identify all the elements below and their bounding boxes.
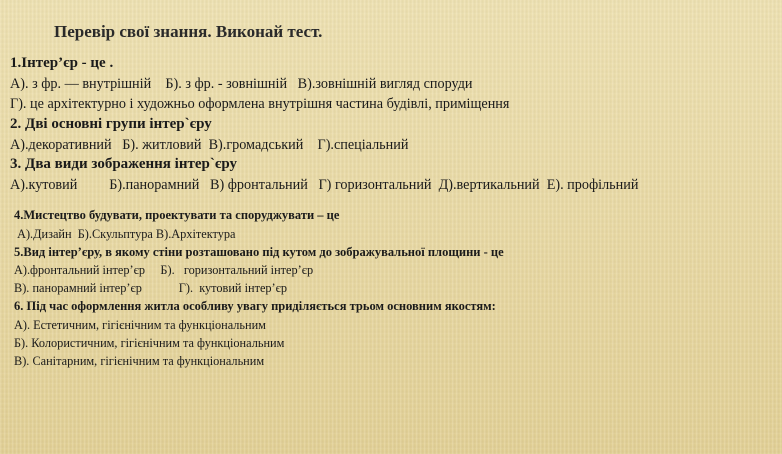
question-4-answers: А).Дизайн Б).Скульптура В).Архітектура bbox=[14, 227, 236, 241]
question-2: 2. Дві основні групи інтер`єру bbox=[10, 116, 212, 132]
question-6: 6. Під час оформлення житла особливу увагу приділяється трьом основним якостям: bbox=[14, 299, 496, 313]
question-6-answer-b: Б). Колористичним, гігієнічним та функціональним bbox=[14, 336, 285, 350]
question-3: 3. Два види зображення інтер`єру bbox=[10, 156, 237, 172]
question-5-answers-line-2: В). панорамний інтер’єр Г). кутовий інтер’єр bbox=[14, 281, 288, 295]
question-1-answers-line-1: А). з фр. — внутрішній Б). з фр. - зовнішній В).зовнішній вигляд споруди bbox=[10, 76, 473, 92]
question-4: 4.Мистецтво будувати, проектувати та споруджувати – це bbox=[14, 208, 340, 222]
question-2-answers: А).декоративний Б). житловий В).громадський Г).спеціальний bbox=[10, 137, 409, 153]
question-5-answers-line-1: А).фронтальний інтер’єр Б). горизонтальний інтер’єр bbox=[14, 263, 314, 277]
question-1-answers-line-2: Г). це архітектурно і художньо оформлена внутрішня частина будівлі, приміщення bbox=[10, 96, 510, 112]
question-5: 5.Вид інтер’єру, в якому стіни розташовано під кутом до зображувальної площини - це bbox=[14, 245, 504, 259]
question-3-answers: А).кутовий Б).панорамний В) фронтальний Г) горизонтальний Д).вертикальний Е). профільний bbox=[10, 177, 639, 193]
question-6-answer-a: А). Естетичним, гігієнічним та функціональним bbox=[14, 318, 266, 332]
question-6-answer-c: В). Санітарним, гігієнічним та функціональним bbox=[14, 354, 265, 368]
page-title: Перевір свої знання. Виконай тест. bbox=[54, 22, 323, 41]
question-1: 1.Інтер’єр - це . bbox=[10, 55, 114, 71]
